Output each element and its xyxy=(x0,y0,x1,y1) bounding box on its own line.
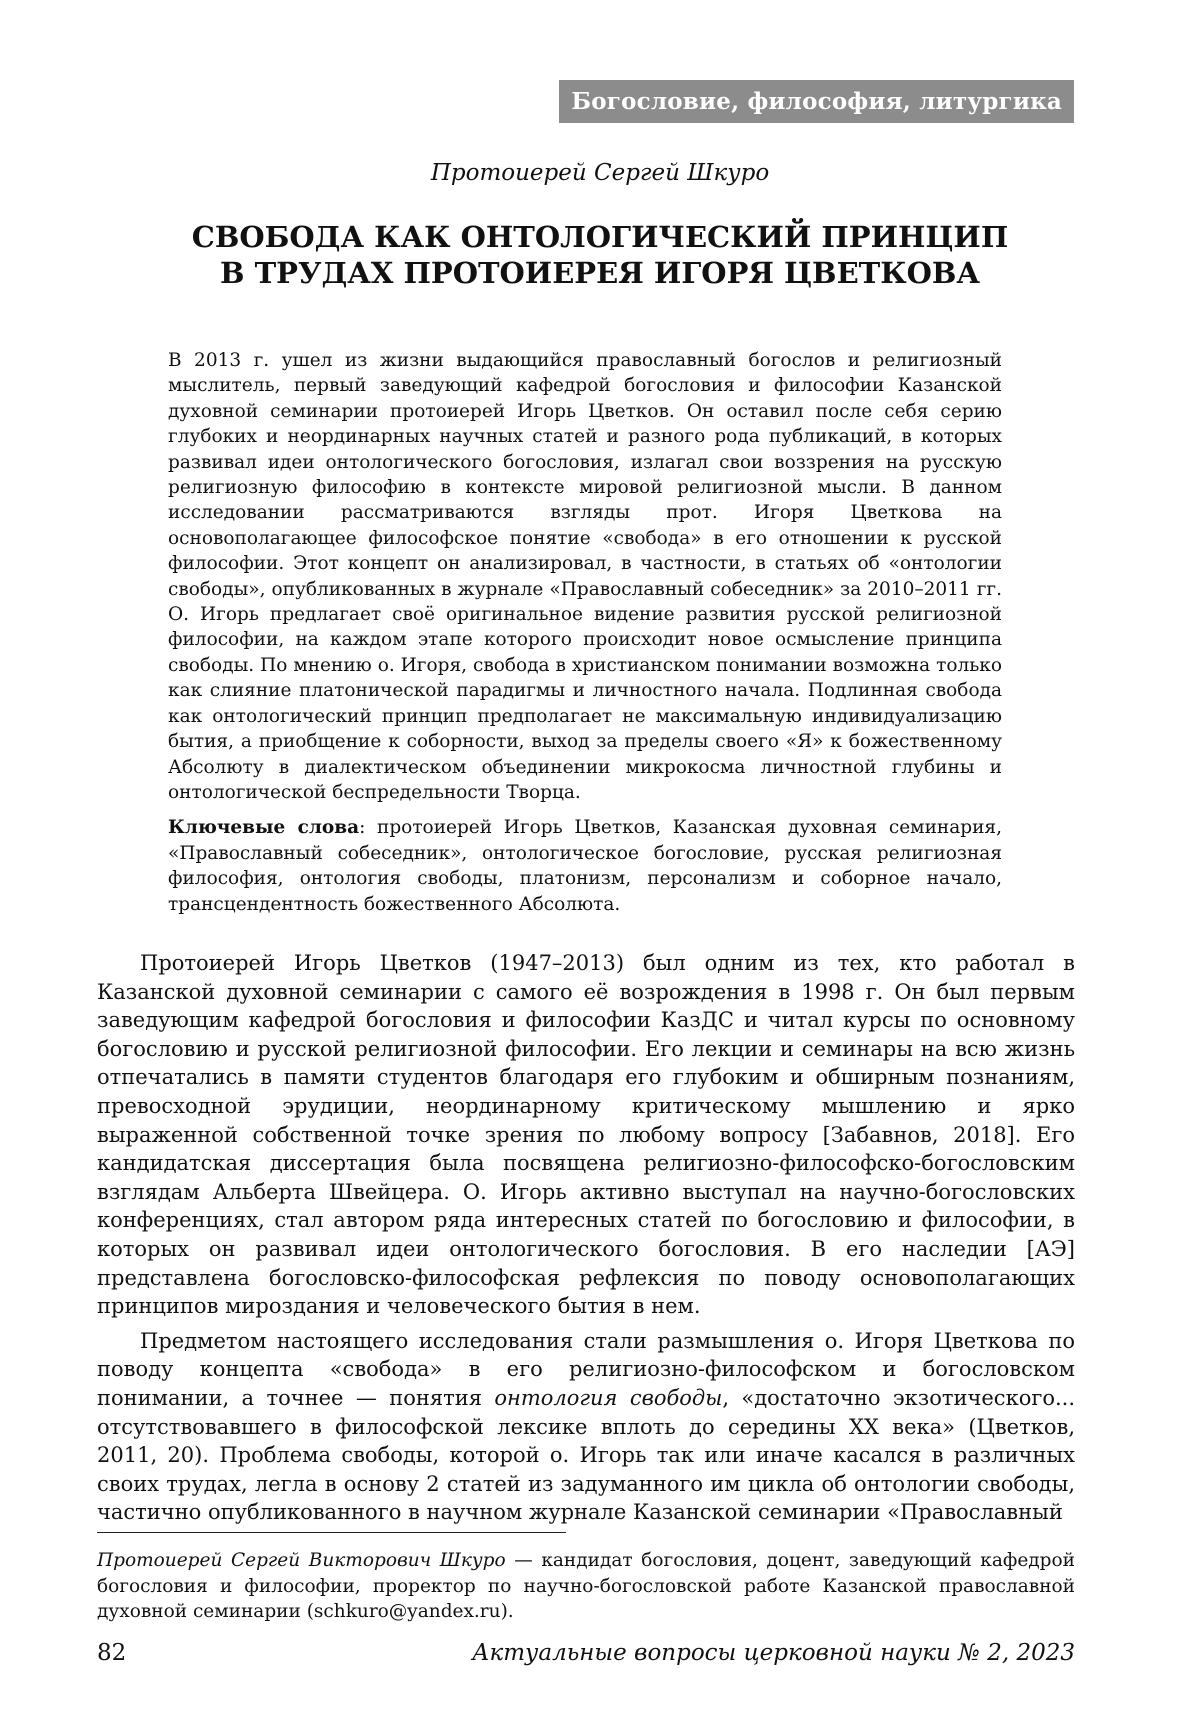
page-number: 82 xyxy=(97,1640,127,1666)
body-paragraph-1: Протоиерей Игорь Цветков (1947–2013) был одним из тех, кто работал в Казанской духовной семинарии с самого её возрождения в 1998 г. Он был первым заведующим кафедрой богословия и философии КазДС и читал курсы по основному богословию и русской религиозной философии. Его лекции и семинары на всю жизнь отпечатались в памяти студентов благодаря его глубоким и обширным познаниям, превосходной эрудиции, неординарному критическому мышлению и ярко выраженной собственной точке зрения по любому вопросу [Забавнов, 2018]. Его кандидатская диссертация была посвящена религиозно-философско-богословским взглядам Альберта Швейцера. О. Игорь активно выступал на научно-богословских конференциях, стал автором ряда интересных статей по богословию и философии, в которых он развивал идеи онтологического богословия. В его наследии [АЭ] представлена богословско-философская рефлексия по поводу основополагающих принципов мироздания и человеческого бытия в нем. xyxy=(97,951,1075,1319)
article-title-line-1: СВОБОДА КАК ОНТОЛОГИЧЕСКИЙ ПРИНЦИП xyxy=(191,220,1009,254)
body-paragraph-2-start: Предметом настоящего исследования стали размышления о. Игоря Цветкова по поводу концепта «свобода» в его религиозно-философском и богословском понимании, а точнее — понятия xyxy=(97,1328,1075,1410)
body-paragraph-2-end: , «достаточно экзотического... отсутствовавшего в философской лексике вплоть до середины XX века» (Цветков, 2011, 20). Проблема свободы, которой о. Игорь так или иначе касался в различных своих трудах, легла в основу 2 статей из задуманного им цикла об онтологии свободы, частично опубликованного в научном журнале Казанской семинарии «Православный xyxy=(97,1385,1076,1525)
footnote-author-name: Протоиерей Сергей Викторович Шкуро xyxy=(97,1550,506,1571)
abstract-text: В 2013 г. ушел из жизни выдающийся православный богослов и религиозный мыслитель, первый заведующий кафедрой богословия и философии Казанской духовной семинарии протоиерей Игорь Цветков. Он оставил после себя серию глубоких и неординарных научных статей и разного рода публикаций, в которых развивал идеи онтологического богословия, излагал свои воззрения на русскую религиозную философию в контексте мировой религиозной мысли. В данном исследовании рассматриваются взгляды прот. Игоря Цветкова на основополагающее философское понятие «свобода» в его отношении к русской философии. Этот концепт он анализировал, в частности, в статьях об «онтологии свободы», опубликованных в журнале «Православный собеседник» за 2010–2011 гг. О. Игорь предлагает своё оригинальное видение развития русской религиозной философии, на каждом этапе которого происходит новое осмысление принципа свободы. По мнению о. Игоря, свобода в христианском понимании возможна только как слияние платонической парадигмы и личностного начала. Подлинная свобода как онтологический принцип предполагает не максимальную индивидуализацию бытия, а приобщение к соборности, выход за пределы своего «Я» к божественному Абсолюту в диалектическом объединении микрокосма личностной глубины и онтологической беспредельности Творца. xyxy=(168,350,1002,803)
body-text xyxy=(97,949,1075,1527)
keywords-label: Ключевые слова xyxy=(168,817,360,839)
keywords xyxy=(168,815,1002,917)
abstract xyxy=(168,348,1002,917)
section-banner: Богословие, философия, литургика xyxy=(559,80,1074,123)
body-paragraph-2 xyxy=(97,1327,1075,1527)
journal-info: Актуальные вопросы церковной науки № 2, 2023 xyxy=(472,1640,1075,1666)
footnote-author-details: — кандидат богословия, доцент, заведующий кафедрой богословия и философии, проректор по научно-богословской работе Казанской православной духовной семинарии (schkuro@yandex.ru). xyxy=(97,1550,1075,1623)
article-title-line-2: В ТРУДАХ ПРОТОИЕРЕЯ ИГОРЯ ЦВЕТКОВА xyxy=(219,256,981,290)
body-paragraph-2-italic-term: онтология свободы xyxy=(494,1385,723,1410)
footnote-divider xyxy=(97,1532,566,1533)
article-author: Протоиерей Сергей Шкуро xyxy=(430,160,770,186)
article-title xyxy=(100,219,1100,291)
author-footnote xyxy=(97,1548,1075,1625)
keywords-text: : протоиерей Игорь Цветков, Казанская духовная семинария, «Православный собеседник», онтологическое богословие, русская религиозная философия, онтология свободы, платонизм, персонализм и соборное начало, трансцендентность божественного Абсолюта. xyxy=(168,817,1002,915)
